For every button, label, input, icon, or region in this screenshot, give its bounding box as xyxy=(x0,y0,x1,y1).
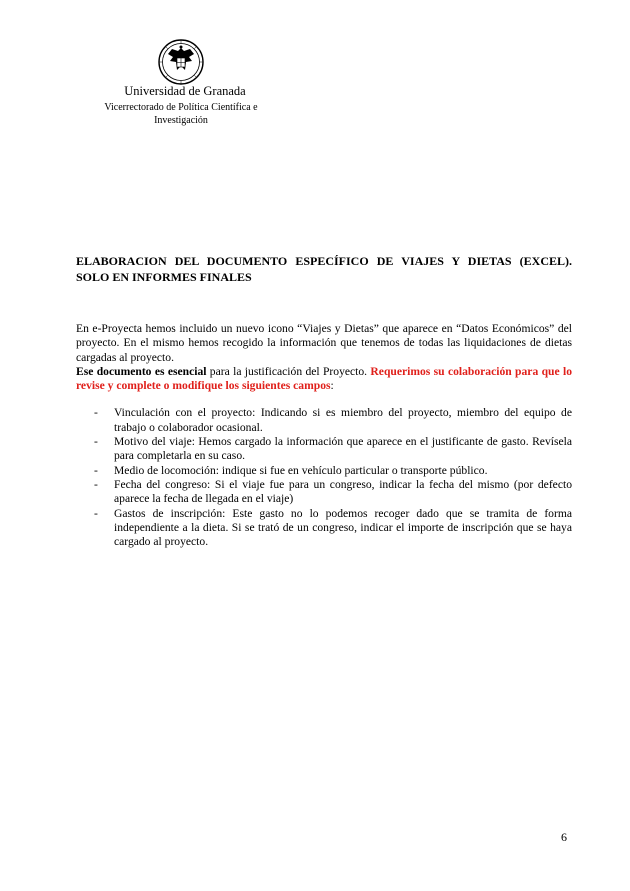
list-item-text: Motivo del viaje: Hemos cargado la información que aparece en el justificante de gasto. Revísela para completarla en su caso. xyxy=(114,435,572,463)
list-item xyxy=(76,464,572,478)
list-item-text: Fecha del congreso: Si el viaje fue para un congreso, indicar la fecha del mismo (por defecto aparece la fecha de llegada en el viaje) xyxy=(114,477,572,506)
essential-end: : xyxy=(330,379,334,393)
list-dash: - xyxy=(94,435,98,449)
intro-paragraph: En e-Proyecta hemos incluido un nuevo icono “Viajes y Dietas” que aparece en “Datos Económicos” del proyecto. En el mismo hemos recogido la información que tenemos de todas las liquidaciones de dietas cargadas al proyecto. xyxy=(76,322,572,364)
university-crest-icon xyxy=(155,38,207,86)
list-item-text: Gastos de inscripción: Este gasto no lo podemos recoger dado que se tramita de forma independiente a la dieta. Si se trató de un congreso, indicar el importe de inscripción que se haya cargado al proyecto. xyxy=(114,506,572,549)
list-item-text: Vinculación con el proyecto: Indicando si es miembro del proyecto, miembro del equipo de trabajo o colaborador ocasional. xyxy=(114,406,572,434)
page-number: 6 xyxy=(561,830,567,844)
list-item xyxy=(76,478,572,507)
vice-rectorate-line2: Investigación xyxy=(154,115,208,126)
essential-normal: para la justificación del Proyecto. xyxy=(206,364,371,378)
list-dash: - xyxy=(94,506,98,520)
list-item xyxy=(76,507,572,550)
essential-bold: Ese documento es esencial xyxy=(76,364,207,378)
list-dash: - xyxy=(94,406,98,420)
vice-rectorate xyxy=(92,101,270,127)
vice-rectorate-line1: Vicerrectorado de Política Científica e xyxy=(104,102,258,113)
list-item xyxy=(76,406,572,435)
heading-line2: SOLO EN INFORMES FINALES xyxy=(76,270,252,284)
list-dash: - xyxy=(94,477,98,491)
university-name: Universidad de Granada xyxy=(124,84,246,98)
document-heading xyxy=(76,253,572,285)
heading-line1: ELABORACION DEL DOCUMENTO ESPECÍFICO DE VIAJES Y DIETAS (EXCEL). xyxy=(76,254,572,268)
list-item-text: Medio de locomoción: indique si fue en vehículo particular o transporte público. xyxy=(114,463,488,477)
list-item xyxy=(76,435,572,464)
document-body xyxy=(76,322,572,549)
essential-paragraph xyxy=(76,365,572,394)
essential-red: Requerimos su colaboración para que lo revise y complete o modifique los siguientes campos xyxy=(76,364,572,393)
fields-list xyxy=(76,406,572,549)
list-dash: - xyxy=(94,463,98,477)
